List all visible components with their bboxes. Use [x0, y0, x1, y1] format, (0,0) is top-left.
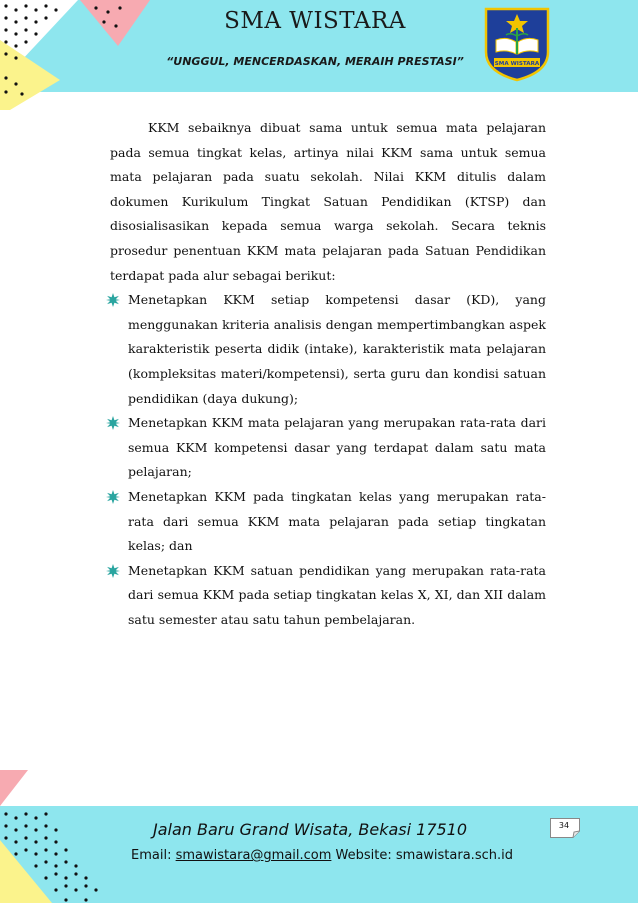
list-item — [110, 485, 546, 559]
school-address: Jalan Baru Grand Wisata, Bekasi 17510 — [152, 820, 468, 839]
starburst-bullet-icon — [106, 564, 120, 578]
website-text: smawistara.sch.id — [395, 848, 513, 863]
intro-paragraph: KKM sebaiknya dibuat sama untuk semua mata pelajaran pada semua tingkat kelas, artinya nilai KKM sama untuk semua mata pelajaran pada suatu sekolah. Nilai KKM ditulis dalam dokumen Kurikulum Tingkat Satuan Pendidikan (KTSP) dan disosialisasikan kepada semua warga sekolah. Secara teknis prosedur penentuan KKM mata pelajaran pada Satuan Pendidikan terdapat pada alur sebagai berikut: — [110, 120, 546, 283]
page-number: 34 — [558, 821, 570, 830]
list-item-text: Menetapkan KKM mata pelajaran yang merupakan rata-rata dari semua KKM kompetensi dasar yang terdapat dalam satu mata pelajaran; — [128, 415, 546, 480]
footer-decoration-left — [0, 770, 110, 903]
school-name: SMA WISTARA — [224, 8, 406, 34]
list-item — [110, 559, 546, 633]
contact-line — [112, 848, 532, 863]
starburst-bullet-icon — [106, 490, 120, 504]
svg-text:SMA WISTARA: SMA WISTARA — [494, 61, 540, 67]
email-link[interactable]: smawistara@gmail.com — [175, 848, 332, 863]
school-motto: “UNGGUL, MENCERDASKAN, MERAIH PRESTASI” — [166, 55, 464, 68]
school-logo — [482, 6, 552, 82]
procedure-list — [110, 288, 546, 632]
starburst-bullet-icon — [106, 416, 120, 430]
list-item — [110, 288, 546, 411]
header-decoration-left — [0, 0, 170, 110]
list-item-text: Menetapkan KKM setiap kompetensi dasar (KD), yang menggunakan kriteria analisis dengan mempertimbangkan aspek karakteristik peserta didik (intake), karakteristik mata pelajaran (kompleksitas materi/kompetensi), serta guru dan kondisi satuan pendidikan (daya dukung); — [128, 292, 546, 406]
starburst-bullet-icon — [106, 293, 120, 307]
list-item-text: Menetapkan KKM satuan pendidikan yang merupakan rata-rata dari semua KKM pada setiap tingkatan kelas X, XI, dan XII dalam satu semester atau satu tahun pembelajaran. — [128, 562, 546, 627]
website-label: Website: — [335, 848, 392, 863]
email-label: Email: — [131, 848, 172, 863]
list-item — [110, 411, 546, 485]
main-content — [110, 116, 546, 632]
list-item-text: Menetapkan KKM pada tingkatan kelas yang merupakan rata-rata dari semua KKM mata pelajaran pada setiap tingkatan kelas; dan — [128, 488, 546, 554]
